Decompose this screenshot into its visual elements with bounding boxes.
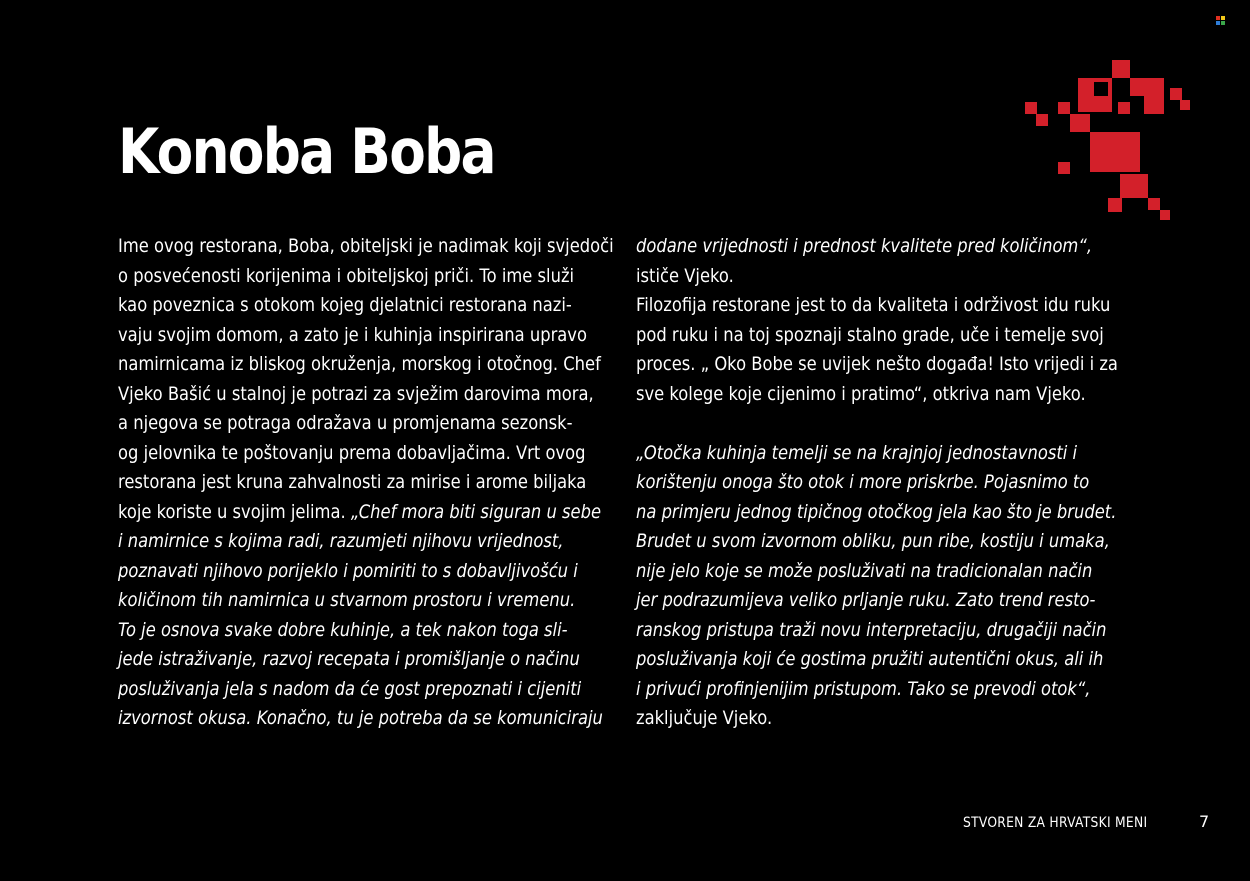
- text-line: i privući profinjenijim pristupom. Tako se prevodi otok“,: [636, 677, 1091, 700]
- text-line: Vjeko Bašić u stalnoj je potrazi za svježim darovima mora,: [118, 382, 594, 405]
- text-line: ističe Vjeko.: [636, 264, 734, 287]
- text-line-plain: koje koriste u svojim jelima.: [118, 500, 346, 523]
- text-line: jer podrazumijeva veliko prljanje ruku. Zato trend resto-: [636, 589, 1096, 611]
- text-line: dodane vrijednosti i prednost kvalitete pred količinom“,: [636, 235, 1093, 257]
- text-line: kao poveznica s otokom kojeg djelatnici restorana nazi-: [118, 294, 572, 316]
- text-line: jede istraživanje, razvoj recepata i promišljanje o načinu: [118, 648, 580, 670]
- text-line-quote: „Chef mora biti siguran u sebe: [345, 500, 602, 523]
- text-line: vaju svojim domom, a zato je i kuhinja inspirirana upravo: [118, 323, 587, 346]
- red-checkerboard-logo-icon: [1020, 58, 1192, 224]
- text-line: posluživanja koji će gostima pružiti autentični okus, ali ih: [636, 648, 1104, 670]
- left-text-column: [118, 232, 618, 734]
- footer-label: STVOREN ZA HRVATSKI MENI: [963, 815, 1148, 831]
- text-line: a njegova se potraga odražava u promjenama sezonsk-: [118, 412, 573, 434]
- text-line: poznavati njihovo porijeklo i pomiriti to s dobavljivošću i: [118, 559, 578, 582]
- text-line: korištenju onoga što otok i more priskrbe. Pojasnimo to: [636, 471, 1090, 493]
- color-squares-icon: [1216, 16, 1225, 25]
- text-line: [636, 409, 1066, 439]
- text-line: namirnicama iz bliskog okruženja, morskog i otočnog. Chef: [118, 353, 601, 375]
- page-title: Konoba Boba: [118, 115, 495, 188]
- text-line: nije jelo koje se može posluživati na tradicionalan način: [636, 559, 1093, 582]
- text-line: i namirnice s kojima radi, razumjeti njihovu vrijednost,: [118, 530, 564, 552]
- text-line: Filozofija restorane jest to da kvaliteta i održivost idu ruku: [636, 294, 1111, 316]
- text-line: pod ruku i na toj spoznaji stalno grade, uče i temelje svoj: [636, 323, 1104, 346]
- right-text-column: [636, 232, 1136, 734]
- text-line: Brudet u svom izvornom obliku, pun ribe, kostiju i umaka,: [636, 530, 1110, 552]
- text-line: proces. „ Oko Bobe se uvijek nešto događa! Isto vrijedi i za: [636, 353, 1118, 375]
- text-line: ranskog pristupa traži novu interpretaciju, drugačiji način: [636, 618, 1107, 641]
- text-line: [118, 498, 602, 528]
- text-line: izvornost okusa. Konačno, tu je potreba da se komuniciraju: [118, 707, 603, 729]
- text-line: restorana jest kruna zahvalnosti za mirise i arome biljaka: [118, 471, 587, 493]
- text-line: og jelovnika te poštovanju prema dobavljačima. Vrt ovog: [118, 441, 586, 464]
- text-line: sve kolege koje cijenimo i pratimo“, otkriva nam Vjeko.: [636, 382, 1086, 405]
- page-number: 7: [1199, 812, 1210, 831]
- text-line: „Otočka kuhinja temelji se na krajnjoj jednostavnosti i: [636, 441, 1078, 464]
- text-line: posluživanja jela s nadom da će gost prepoznati i cijeniti: [118, 677, 582, 700]
- text-line: na primjeru jednog tipičnog otočkog jela kao što je brudet.: [636, 500, 1117, 523]
- text-line: zaključuje Vjeko.: [636, 707, 773, 729]
- text-line: To je osnova svake dobre kuhinje, a tek nakon toga sli-: [118, 618, 568, 641]
- text-line: količinom tih namirnica u stvarnom prostoru i vremenu.: [118, 589, 576, 611]
- text-line: o posvećenosti korijenima i obiteljskoj priči. To ime služi: [118, 264, 575, 287]
- text-line: Ime ovog restorana, Boba, obiteljski je nadimak koji svjedoči: [118, 235, 614, 257]
